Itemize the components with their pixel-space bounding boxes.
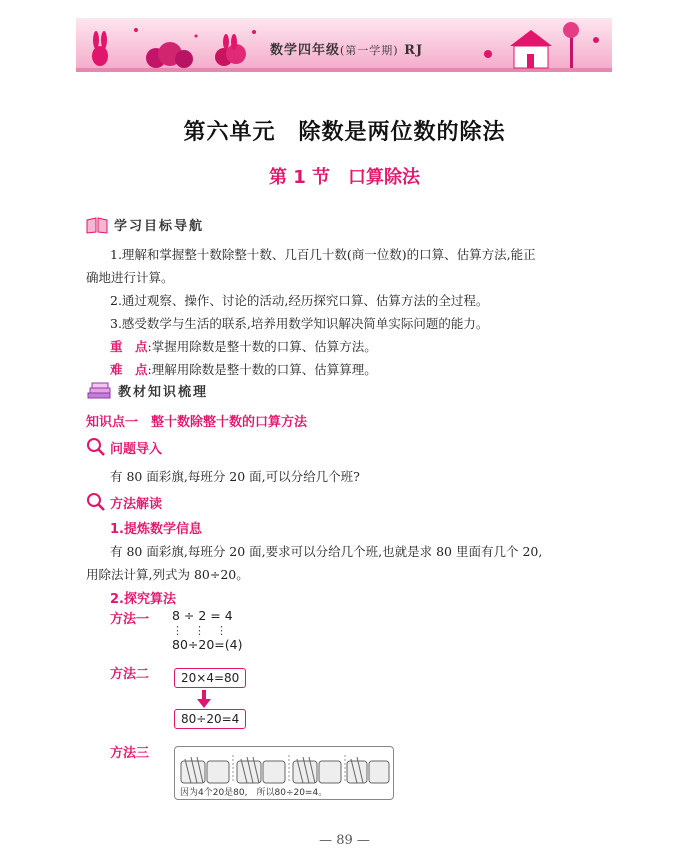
stick-bundle-icon	[181, 757, 229, 783]
section-title: 第 1 节 口算除法	[268, 167, 421, 188]
method2-box1: 20×4=80	[174, 668, 246, 688]
stick-bundle-icon-4	[347, 757, 389, 783]
goals-item-1-cont: 确地进行计算。	[86, 270, 174, 285]
goals-item-3: 3.感受数学与生活的联系,培养用数学知识解决简单实际问题的能力。	[110, 316, 489, 331]
unit-title: 第六单元 除数是两位数的除法	[183, 119, 506, 145]
method3-label: 方法三	[110, 746, 150, 761]
header-title: 数学四年级(第一学期) RJ	[270, 43, 424, 58]
book-icon	[86, 216, 108, 234]
method2-box2: 80÷20=4	[174, 709, 246, 729]
difficult-point: 难 点:理解用除数是整十数的口算、估算算理。	[110, 362, 377, 377]
step1-text-a: 有 80 面彩旗,每班分 20 面,要求可以分给几个班,也就是求 80 里面有几个 20,	[110, 544, 543, 559]
magnifier-icon	[86, 437, 106, 457]
method-heading: 方法解读	[86, 492, 162, 512]
stick-bundle-icon-2	[237, 757, 285, 783]
method1-eq2: 80÷20=(4)	[172, 637, 243, 652]
step2-title: 2.探究算法	[110, 592, 176, 607]
goals-heading: 学习目标导航	[86, 215, 204, 234]
intro-text: 有 80 面彩旗,每班分 20 面,可以分给几个班?	[110, 469, 360, 484]
stick-bundle-icon-3	[293, 757, 341, 783]
page-number: — 89 —	[319, 833, 370, 848]
knowledge-heading: 教材知识梳理	[86, 381, 208, 400]
knowledge-point-1: 知识点一 整十数除整十数的口算方法	[86, 415, 308, 430]
goals-item-2: 2.通过观察、操作、讨论的活动,经历探究口算、估算方法的全过程。	[110, 293, 489, 308]
step1-title: 1.提炼数学信息	[110, 522, 202, 537]
books-stack-icon	[86, 382, 112, 400]
goals-item-1: 1.理解和掌握整十数除整十数、几百几十数(商一位数)的口算、估算方法,能正	[110, 247, 536, 262]
arrow-down-icon	[197, 690, 211, 708]
method2-label: 方法二	[110, 667, 150, 682]
method1-eq1: 8 ÷ 2 = 4	[172, 608, 233, 623]
key-point: 重 点:掌握用除数是整十数的口算、估算方法。	[110, 339, 377, 354]
method1-label: 方法一	[110, 612, 150, 627]
method1-dots: ⋮ ⋮ ⋮	[172, 624, 227, 637]
magnifier-icon-2	[86, 492, 106, 512]
method3-caption: 因为4个20是80, 所以80÷20=4。	[180, 788, 328, 798]
intro-heading: 问题导入	[86, 437, 162, 457]
step1-text-b: 用除法计算,列式为 80÷20。	[86, 567, 249, 582]
